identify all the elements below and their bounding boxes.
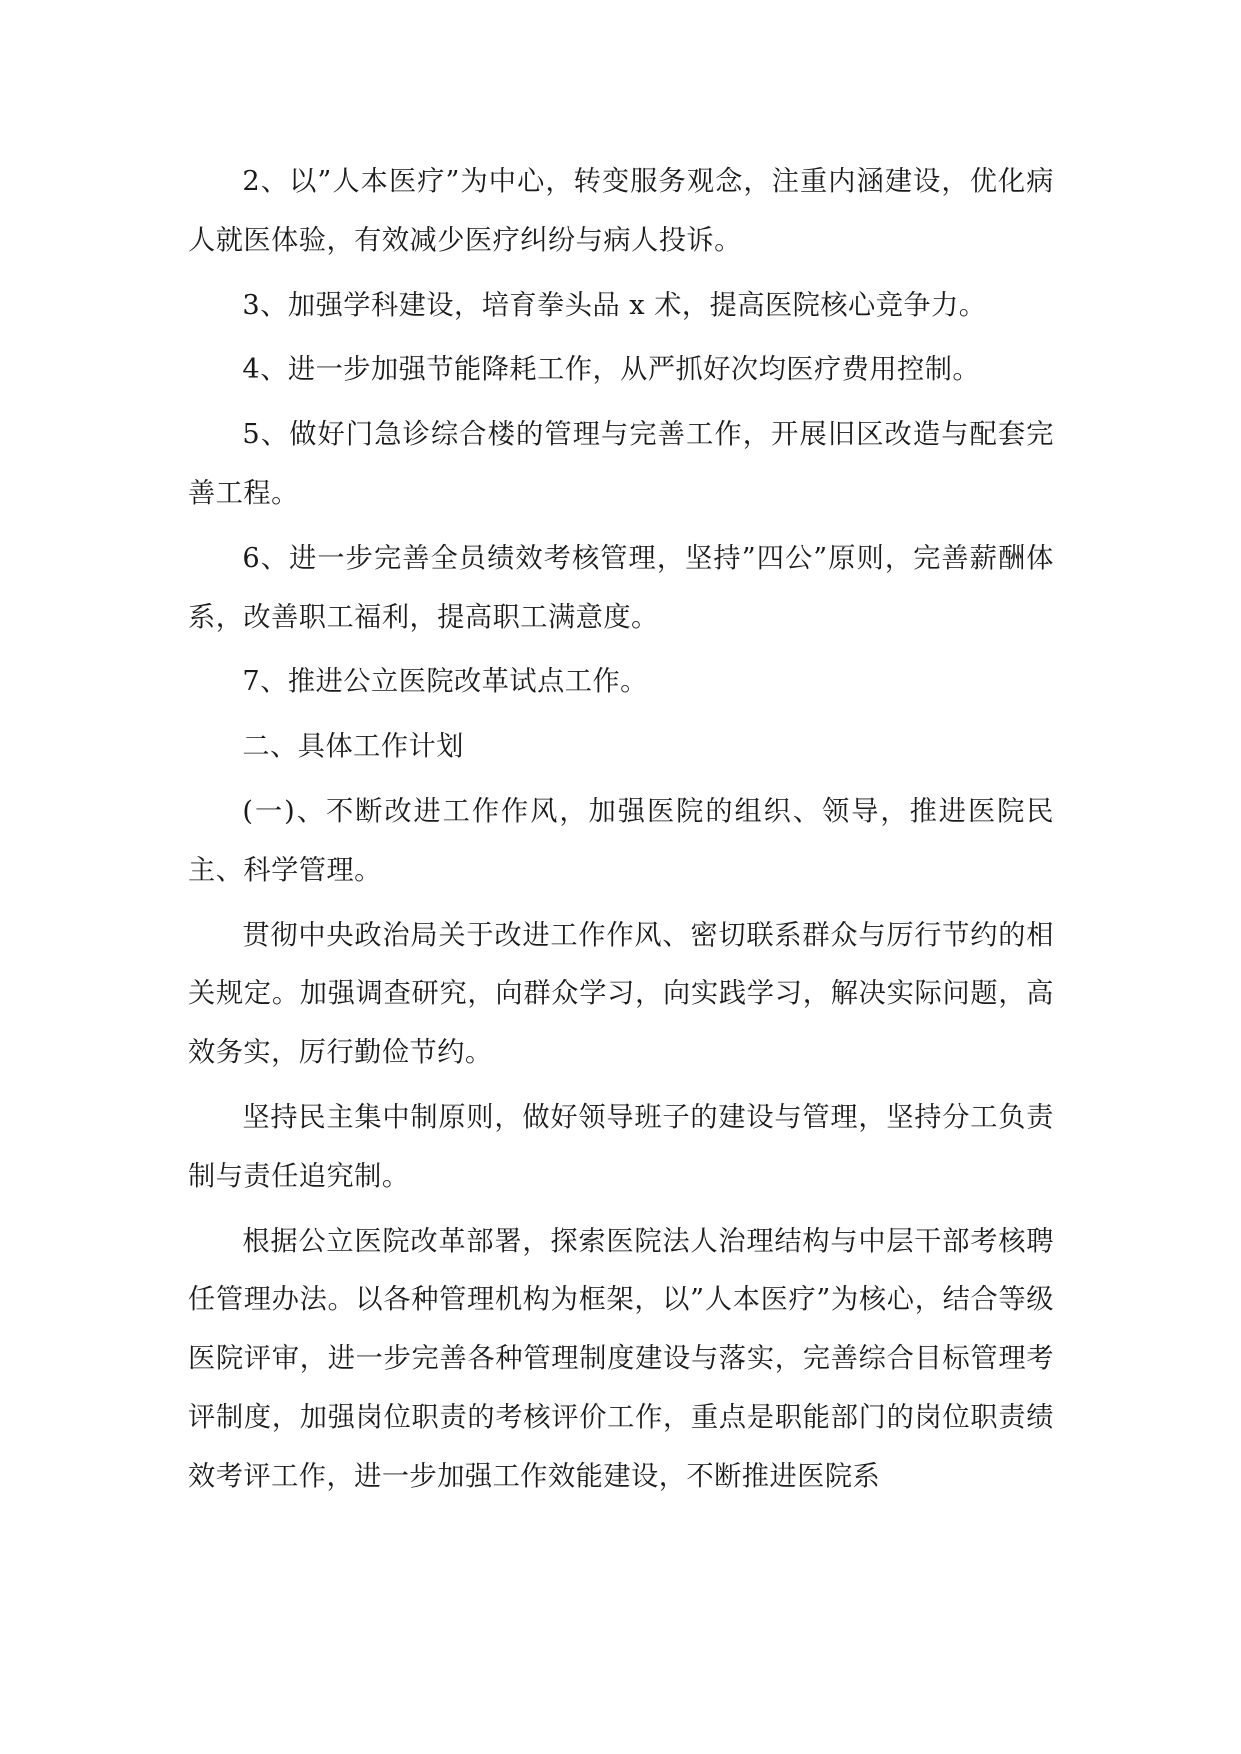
paragraph-item-5: 5、做好门急诊综合楼的管理与完善工作，开展旧区改造与配套完善工程。 <box>188 419 1054 509</box>
paragraph-item-2: 2、以”人本医疗”为中心，转变服务观念，注重内涵建设，优化病人就医体验，有效减少医疗纠纷与病人投诉。 <box>188 166 1054 256</box>
paragraph-item-7: 7、推进公立医院改革试点工作。 <box>242 666 648 698</box>
document-body <box>188 153 1054 1513</box>
subsection-heading-1: (一)、不断改进工作作风，加强医院的组织、领导，推进医院民主、科学管理。 <box>188 795 1054 886</box>
paragraph-item-3: 3、加强学科建设，培育拳头品 x 术，提高医院核心竞争力。 <box>242 289 987 321</box>
body-paragraph-work-style: 贯彻中央政治局关于改进工作作风、密切联系群众与厉行节约的相关规定。加强调查研究，向群众学习，向实践学习，解决实际问题，高效务实，厉行勤俭节约。 <box>188 919 1054 1069</box>
body-paragraph-democratic-centralism: 坚持民主集中制原则，做好领导班子的建设与管理，坚持分工负责制与责任追究制。 <box>188 1101 1054 1192</box>
body-paragraph-hospital-reform: 根据公立医院改革部署，探索医院法人治理结构与中层干部考核聘任管理办法。以各种管理机构为框架，以”人本医疗”为核心，结合等级医院评审，进一步完善各种管理制度建设与落实，完善综合目标管理考评制度，加强岗位职责的考核评价工作，重点是职能部门的岗位职责绩效考评工作，进一步加强工作效能建设，不断推进医院系 <box>188 1225 1054 1492</box>
section-heading-work-plan: 二、具体工作计划 <box>242 731 464 763</box>
paragraph-item-4: 4、进一步加强节能降耗工作，从严抓好次均医疗费用控制。 <box>242 354 981 386</box>
paragraph-item-6: 6、进一步完善全员绩效考核管理，坚持”四公”原则，完善薪酬体系，改善职工福利，提高职工满意度。 <box>188 542 1054 633</box>
